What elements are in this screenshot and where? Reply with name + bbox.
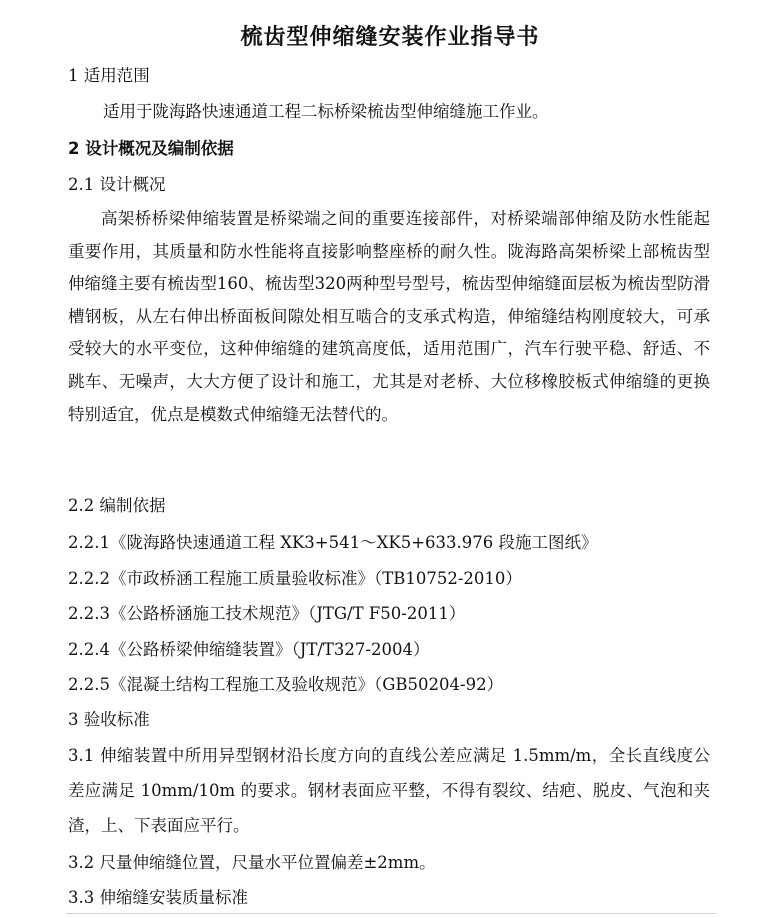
- document-title: 梳齿型伸缩缝安装作业指导书: [240, 25, 540, 50]
- reference-item: 2.2.2《市政桥涵工程施工质量验收标准》（TB10752-2010）: [68, 569, 522, 588]
- reference-item: 2.2.5《混凝土结构工程施工及验收规范》（GB50204-92）: [68, 675, 504, 694]
- reference-item: 2.2.1《陇海路快速通道工程 XK3+541～XK5+633.976 段施工图纸》: [68, 533, 598, 552]
- section-3-1-body: 3.1 伸缩装置中所用异型钢材沿长度方向的直线公差应满足 1.5mm/m，全长直线度公差应满足 10mm/10m 的要求。钢材表面应平整，不得有裂纹、结疤、脱皮、气泡和夹渣，上、下表面应平行。: [68, 746, 710, 835]
- page-bottom-divider: [66, 913, 716, 914]
- section-1-body: 适用于陇海路快速通道工程二标桥梁梳齿型伸缩缝施工作业。: [103, 102, 549, 121]
- section-2-2-heading: 2.2 编制依据: [68, 496, 166, 515]
- reference-item: 2.2.3《公路桥涵施工技术规范》（JTG/T F50-2011）: [68, 604, 466, 623]
- section-2-1-heading: 2.1 设计概况: [68, 175, 166, 194]
- section-3-2-body: 3.2 尺量伸缩缝位置，尺量水平位置偏差±2mm。: [68, 853, 436, 872]
- section-2-1-body: 高架桥桥梁伸缩装置是桥梁端之间的重要连接部件，对桥梁端部伸缩及防水性能起重要作用，其质量和防水性能将直接影响整座桥的耐久性。陇海路高架桥梁上部梳齿型伸缩缝主要有梳齿型160、梳齿型320两种型号型号，梳齿型伸缩缝面层板为梳齿型防滑槽钢板，从左右伸出桥面板间隙处相互啮合的支承式构造，伸缩缝结构刚度较大，可承受较大的水平变位，这种伸缩缝的建筑高度低，适用范围广，汽车行驶平稳、舒适、不跳车、无噪声，大大方便了设计和施工，尤其是对老桥、大位移橡胶板式伸缩缝的更换特别适宜，优点是模数式伸缩缝无法替代的。: [68, 209, 710, 424]
- section-3-3-heading: 3.3 伸缩缝安装质量标准: [68, 888, 248, 907]
- section-2-heading: 2 设计概况及编制依据: [68, 139, 234, 158]
- section-1-heading: 1 适用范围: [68, 66, 150, 85]
- section-3-heading: 3 验收标准: [68, 710, 150, 729]
- reference-item: 2.2.4《公路桥梁伸缩缝装置》（JT/T327-2004）: [68, 640, 430, 659]
